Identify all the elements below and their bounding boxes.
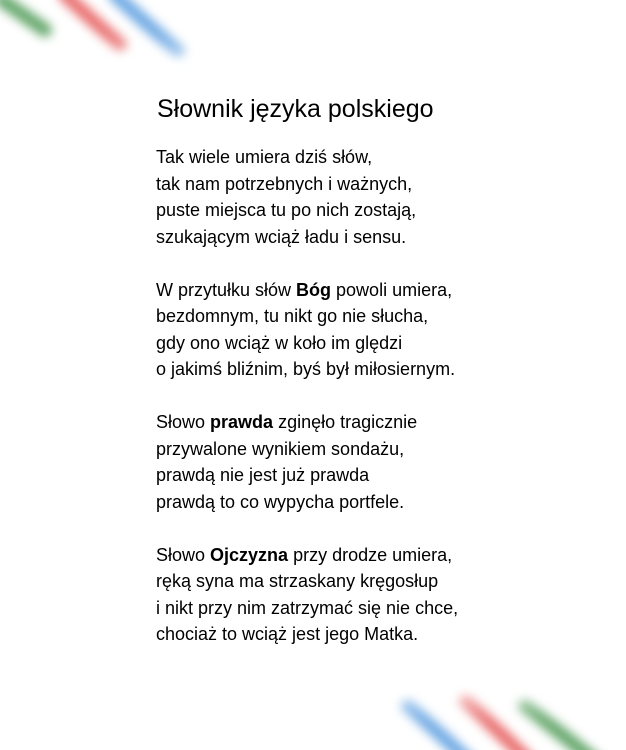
poem-title: Słownik języka polskiego xyxy=(157,95,434,123)
top-stripe-green xyxy=(2,0,45,30)
line-text: W przytułku słów xyxy=(156,279,297,300)
poem-line: prawdą nie jest już prawda xyxy=(156,465,370,485)
poem-line xyxy=(156,409,576,436)
top-stripe-blue xyxy=(115,0,178,52)
top-stripe-red xyxy=(65,0,120,45)
bottom-stripe-blue xyxy=(408,705,468,750)
poem-line xyxy=(156,277,576,304)
line-text: Słowo xyxy=(156,544,211,565)
poem-line: o jakimś bliźnim, byś był miłosiernym. xyxy=(156,359,456,379)
poem-line: Tak wiele umiera dziś słów, xyxy=(156,147,373,167)
poem-line: tak nam potrzebnych i ważnych, xyxy=(156,173,413,194)
line-text: zginęło tragicznie xyxy=(273,412,418,432)
poem-line: przywalone wynikiem sondażu, xyxy=(156,438,405,459)
line-text: przy drodze umiera, xyxy=(288,544,453,565)
poem-body xyxy=(156,144,576,674)
line-text: powoli umiera, xyxy=(331,279,453,300)
stanza-3 xyxy=(156,409,576,515)
poem-line: ręką syna ma strzaskany kręgosłup xyxy=(156,571,439,591)
poem-line: gdy ono wciąż w koło im ględzi xyxy=(156,332,403,353)
bold-word-prawda: prawda xyxy=(210,412,274,432)
bottom-stripe-red xyxy=(466,700,528,750)
bold-word-ojczyzna: Ojczyzna xyxy=(210,544,289,565)
bottom-stripe-green xyxy=(525,705,600,750)
poem-line: bezdomnym, tu nikt go nie słucha, xyxy=(156,306,429,326)
poem-line: szukającym wciąż ładu i sensu. xyxy=(156,226,407,247)
poem-line: i nikt przy nim zatrzymać się nie chce, xyxy=(156,597,459,618)
stanza-4 xyxy=(156,542,576,648)
poem-line: chociaż to wciąż jest jego Matka. xyxy=(156,624,419,644)
poem-line: puste miejsca tu po nich zostają, xyxy=(156,200,417,220)
stanza-1 xyxy=(156,144,576,250)
stanza-2 xyxy=(156,277,576,383)
bold-word-bog: Bóg xyxy=(296,279,332,300)
line-text: Słowo xyxy=(156,412,211,432)
poem-line: prawdą to co wypycha portfele. xyxy=(156,491,405,512)
poem-line xyxy=(156,542,576,569)
